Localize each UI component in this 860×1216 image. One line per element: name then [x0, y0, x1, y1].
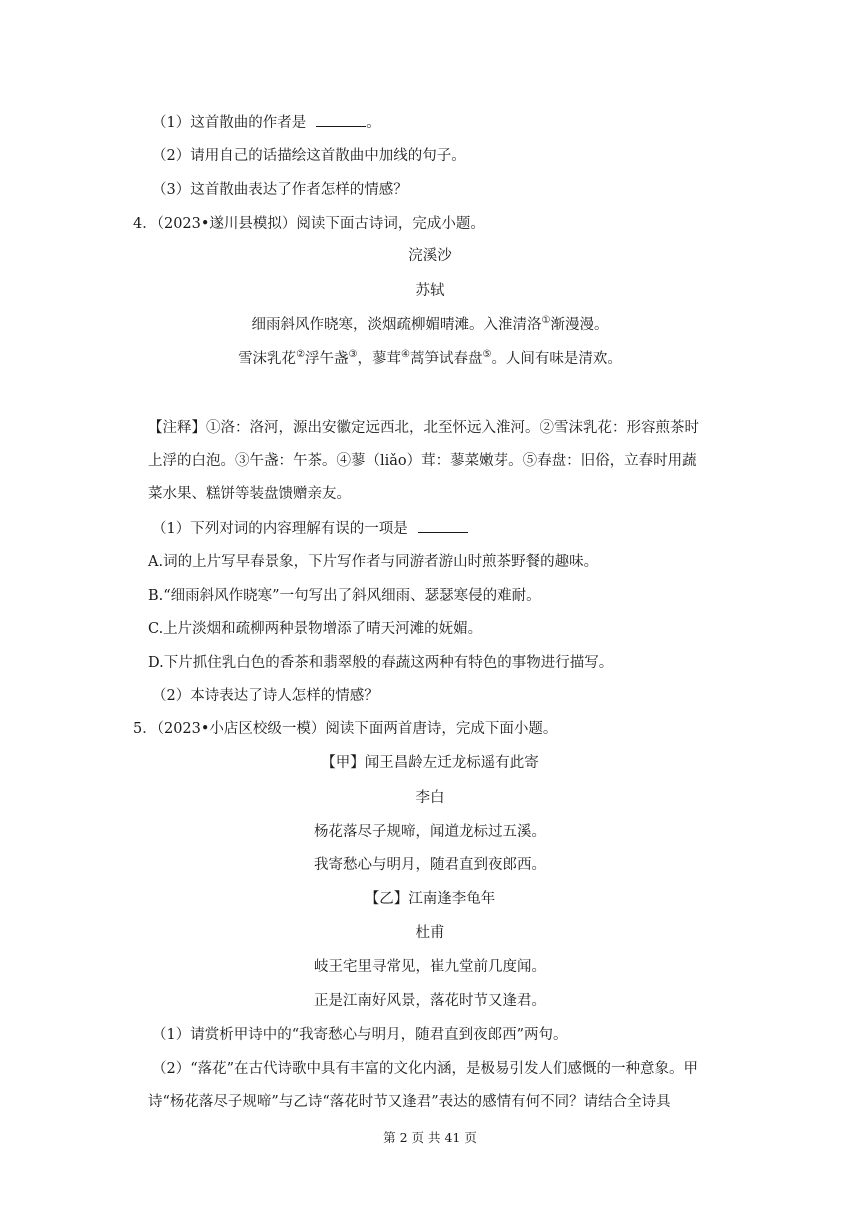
q3-sub1: （1）这首散曲的作者是 。	[0, 112, 860, 133]
q3-sub2: （2）请用自己的话描绘这首散曲中加线的句子。	[152, 148, 466, 164]
q5-jia-title: 【甲】闻王昌龄左迁龙标遥有此寄	[321, 755, 539, 771]
q4-option-b: B.“细雨斜风作晓寒”一句写出了斜风细雨、瑟瑟寒侵的难耐。	[148, 588, 541, 604]
q5-yi-line-2: 正是江南好风景，落花时节又逢君。	[314, 993, 546, 1009]
q5-yi-line-1: 岐王宅里寻常见，崔九堂前几度闻。	[314, 959, 546, 975]
q4-poem-author: 苏轼	[415, 283, 445, 299]
q4-poem-title: 浣溪沙	[408, 248, 452, 264]
q5-sub2-line-2: 诗“杨花落尽子规啼”与乙诗“落花时节又逢君”表达的感情有何不同？请结合全诗具	[148, 1094, 671, 1110]
q4-note-line-1: 【注释】①洛：洛河，源出安徽定远西北，北至怀远入淮河。②雪沫乳花：形容煎茶时	[148, 420, 699, 436]
answer-blank	[418, 518, 468, 533]
q5-sub2-line-1: （2）“落花”在古代诗歌中具有丰富的文化内涵，是极易引发人们感慨的一种意象。甲	[152, 1061, 699, 1077]
answer-blank	[316, 112, 366, 127]
q5-header: 5．（2023•小店区校级一模）阅读下面两首唐诗，完成下面小题。	[133, 721, 558, 737]
q4-sub1: （1）下列对词的内容理解有误的一项是	[0, 518, 860, 539]
q4-option-c: C.上片淡烟和疏柳两种景物增添了晴天河滩的妩媚。	[148, 621, 483, 637]
q5-jia-line-2: 我寄愁心与明月，随君直到夜郎西。	[314, 857, 546, 873]
q4-header: 4．（2023•遂川县模拟）阅读下面古诗词，完成小题。	[133, 216, 485, 232]
q5-yi-title: 【乙】江南逢李龟年	[364, 891, 496, 907]
q5-sub1: （1）请赏析甲诗中的“我寄愁心与明月，随君直到夜郎西”两句。	[152, 1027, 568, 1043]
page-footer: 第 2 页 共 41 页	[383, 1130, 477, 1145]
q4-note-line-2: 上浮的白泡。③午盏：午茶。④蓼（liǎo）茸：蓼菜嫩芽。⑤春盘：旧俗，立春时用蔬	[148, 453, 697, 469]
q4-sub2: （2）本诗表达了诗人怎样的情感？	[152, 688, 379, 704]
q4-option-a: A.词的上片写早春景象，下片写作者与同游者游山时煎茶野餐的趣味。	[148, 554, 599, 570]
q4-poem-line-1: 细雨斜风作晓寒，淡烟疏柳媚晴滩。入淮清洛①渐漫漫。	[251, 315, 609, 333]
q4-poem-line-2: 雪沫乳花②浮午盏③，蓼茸④蒿笋试春盘⑤。人间有味是清欢。	[238, 349, 622, 367]
q5-jia-author: 李白	[415, 790, 445, 806]
q5-yi-author: 杜甫	[415, 925, 445, 941]
q4-note-line-3: 菜水果、糕饼等装盘馈赠亲友。	[148, 486, 351, 502]
q4-option-d: D.下片抓住乳白色的香茶和翡翠般的春蔬这两种有特色的事物进行描写。	[148, 655, 614, 671]
q3-sub3: （3）这首散曲表达了作者怎样的情感？	[152, 182, 408, 198]
q5-jia-line-1: 杨花落尽子规啼，闻道龙标过五溪。	[314, 824, 546, 840]
